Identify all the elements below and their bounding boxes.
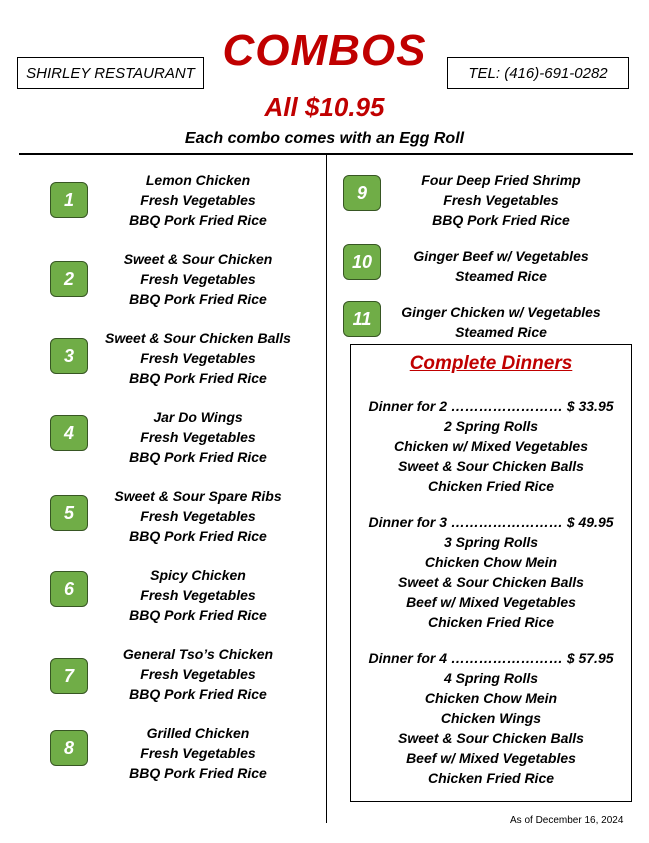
combo-number-badge: 11 [343,301,381,337]
combo-item: Ginger Chicken w/ Vegetables Steamed Rice [401,304,601,340]
combo-item: Sweet & Sour Spare Ribs Fresh Vegetables BBQ Pork Fried Rice [114,488,282,544]
combo-number-badge: 4 [50,415,88,451]
column-divider [326,155,327,823]
combo-number-badge: 8 [50,730,88,766]
combo-number-badge: 6 [50,571,88,607]
combo-item: Jar Do Wings Fresh Vegetables BBQ Pork Fried Rice [129,409,267,465]
complete-dinners-title: Complete Dinners [409,353,573,374]
combo-number-badge: 3 [50,338,88,374]
combo-number-badge: 7 [50,658,88,694]
as-of-date: As of December 16, 2024 [510,815,624,826]
telephone: TEL: (416)-691-0282 [447,57,629,89]
combo-number-badge: 2 [50,261,88,297]
combo-price: All $10.95 [264,92,385,122]
dinner-option: Dinner for 2 …………………… $ 33.95 2 Spring Rolls Chicken w/ Mixed Vegetables Sweet & Sour Chicken Balls Chicken Fried Rice [368,398,614,494]
combo-item: General Tso’s Chicken Fresh Vegetables BBQ Pork Fried Rice [122,646,274,702]
combo-number-badge: 1 [50,182,88,218]
combo-item: Sweet & Sour Chicken Fresh Vegetables BBQ Pork Fried Rice [123,251,273,307]
subtitle: Each combo comes with an Egg Roll [184,130,465,147]
combo-number-badge: 10 [343,244,381,280]
restaurant-name: SHIRLEY RESTAURANT [17,57,204,89]
combo-number-badge: 5 [50,495,88,531]
combo-item: Spicy Chicken Fresh Vegetables BBQ Pork Fried Rice [129,567,267,623]
combo-item: Lemon Chicken Fresh Vegetables BBQ Pork Fried Rice [129,172,267,228]
dinner-option: Dinner for 3 …………………… $ 49.95 3 Spring Rolls Chicken Chow Mein Sweet & Sour Chicken Balls Beef w/ Mixed Vegetables Chicken Fried Rice [368,514,614,630]
menu-title: COMBOS [222,26,427,75]
complete-dinners-box [350,344,632,802]
dinner-option: Dinner for 4 …………………… $ 57.95 4 Spring Rolls Chicken Chow Mein Chicken Wings Sweet & Sour Chicken Balls Beef w/ Mixed Vegetables Chicken Fried Rice [368,650,614,786]
combo-item: Four Deep Fried Shrimp Fresh Vegetables BBQ Pork Fried Rice [421,172,581,228]
combo-item: Ginger Beef w/ Vegetables Steamed Rice [413,248,589,284]
combo-item: Sweet & Sour Chicken Balls Fresh Vegetables BBQ Pork Fried Rice [105,330,291,386]
combo-item: Grilled Chicken Fresh Vegetables BBQ Pork Fried Rice [129,725,267,781]
combo-number-badge: 9 [343,175,381,211]
